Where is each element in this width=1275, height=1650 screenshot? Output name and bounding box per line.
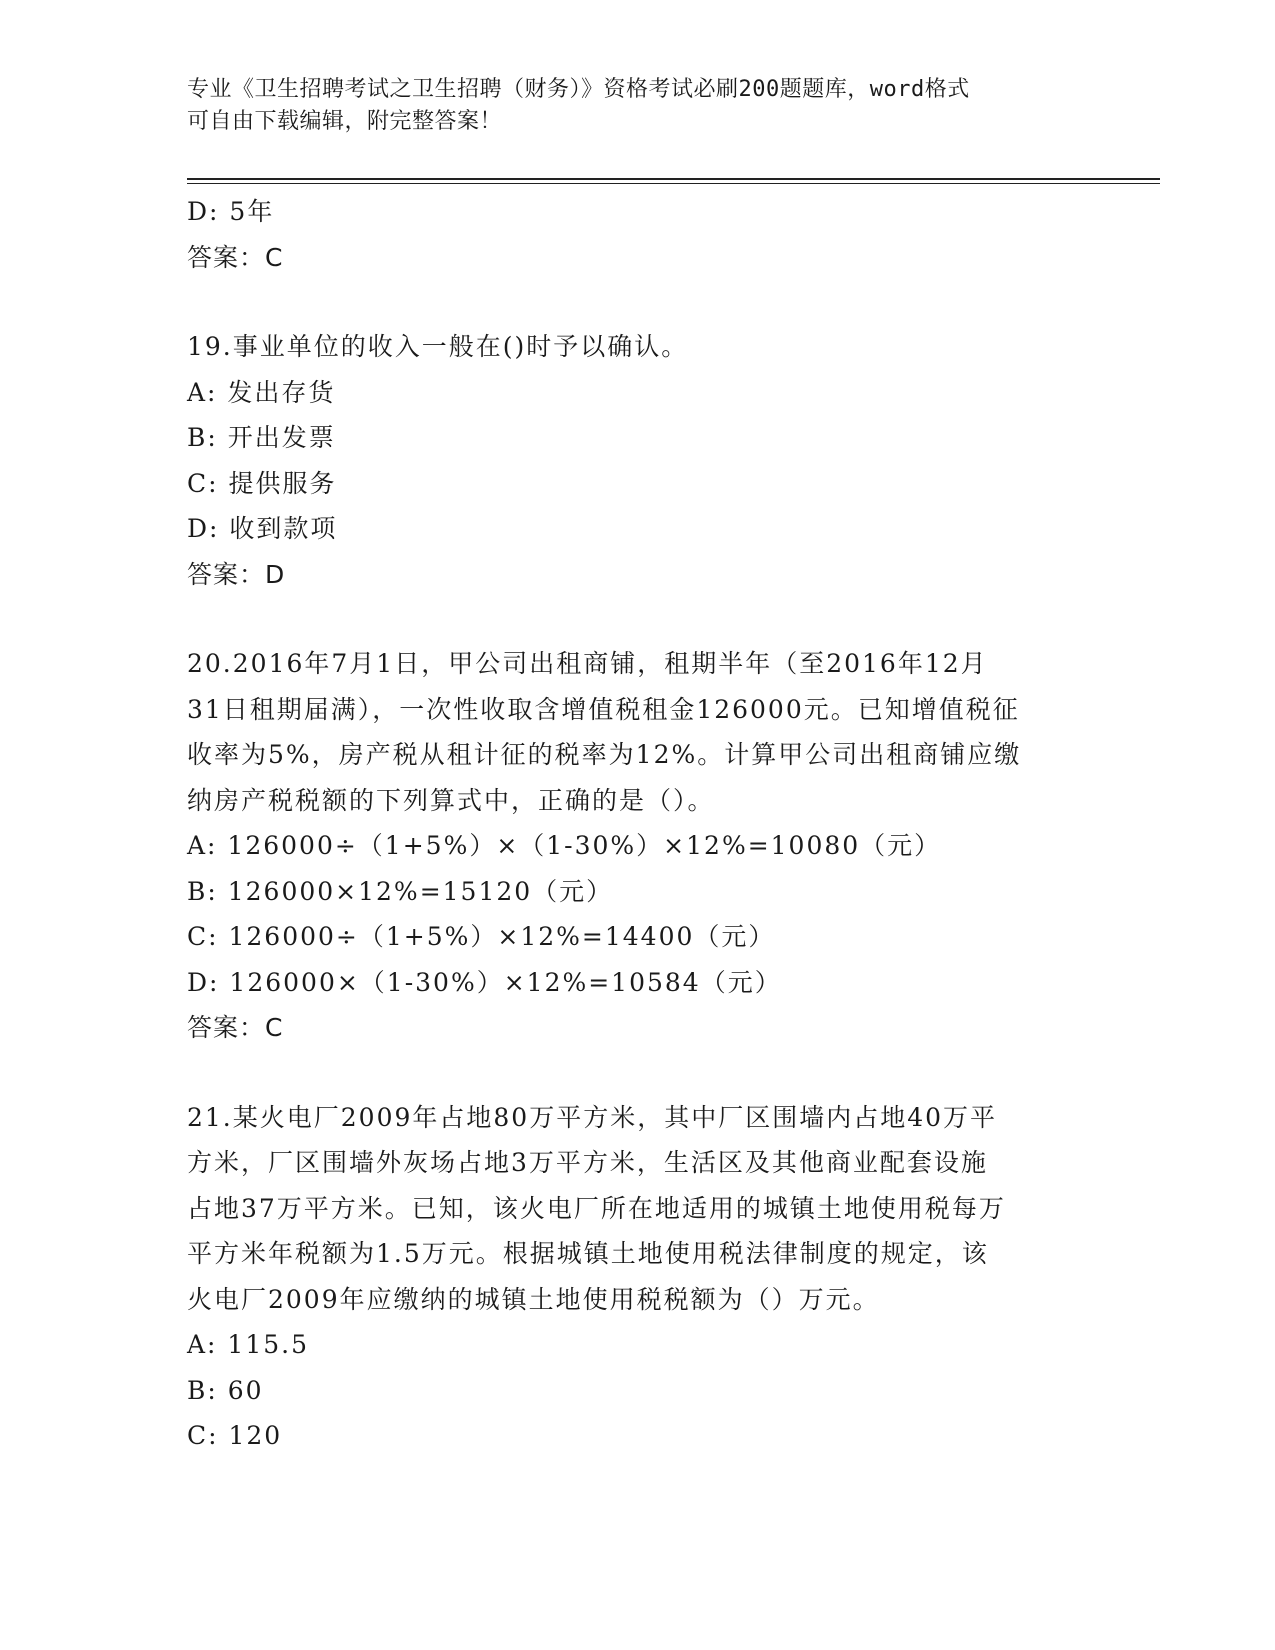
option-a: A: 115.5 xyxy=(187,1330,309,1359)
question-21 xyxy=(187,1095,1087,1459)
prev-option-d: D: 5年 xyxy=(187,197,275,226)
header-divider-thick xyxy=(187,178,1160,180)
question-stem: 19.事业单位的收入一般在()时予以确认。 xyxy=(187,332,689,361)
question-stem-line: 占地37万平方米。已知，该火电厂所在地适用的城镇土地使用税每万 xyxy=(187,1193,1006,1223)
question-stem-line: 方米，厂区围墙外灰场占地3万平方米，生活区及其他商业配套设施 xyxy=(187,1148,988,1177)
option-c: C: 提供服务 xyxy=(187,468,337,498)
option-b: B: 开出发票 xyxy=(187,423,336,452)
question-stem-line: 20.2016年7月1日，甲公司出租商铺，租期半年（至2016年12月 xyxy=(187,649,988,678)
answer: 答案：D xyxy=(187,559,286,589)
option-d: D: 126000×（1-30%）×12%=10584（元） xyxy=(187,967,782,997)
spacer xyxy=(187,280,1087,324)
document-header xyxy=(187,74,1087,138)
spacer xyxy=(187,1051,1087,1095)
option-b: B: 60 xyxy=(187,1375,264,1405)
option-d: D: 收到款项 xyxy=(187,514,338,543)
prev-answer: 答案：C xyxy=(187,242,284,272)
question-stem-line: 收率为5%，房产税从租计征的税率为12%。计算甲公司出租商铺应缴 xyxy=(187,740,1022,769)
answer: 答案：C xyxy=(187,1013,284,1042)
question-content xyxy=(187,189,1087,1459)
spacer xyxy=(187,597,1087,641)
header-divider-thin xyxy=(187,183,1160,184)
option-c: C: 120 xyxy=(187,1421,283,1450)
option-a: A: 126000÷（1+5%）×（1-30%）×12%=10080（元） xyxy=(187,831,942,860)
header-title-line-1: 专业《卫生招聘考试之卫生招聘（财务）》资格考试必刷200题题库，word格式 xyxy=(187,77,970,102)
option-a: A: 发出存货 xyxy=(187,377,336,407)
header-title-line-2: 可自由下载编辑，附完整答案！ xyxy=(187,109,503,134)
question-19 xyxy=(187,324,1087,597)
question-stem-line: 31日租期届满），一次性收取含增值税租金126000元。已知增值税征 xyxy=(187,694,1020,724)
option-c: C: 126000÷（1+5%）×12%=14400（元） xyxy=(187,922,776,951)
question-stem-line: 平方米年税额为1.5万元。根据城镇土地使用税法律制度的规定，该 xyxy=(187,1239,989,1268)
question-stem-line: 纳房产税税额的下列算式中，正确的是（）。 xyxy=(187,785,715,815)
question-stem-line: 21.某火电厂2009年占地80万平方米，其中厂区围墙内占地40万平 xyxy=(187,1102,998,1132)
question-stem-line: 火电厂2009年应缴纳的城镇土地使用税税额为（）万元。 xyxy=(187,1284,880,1314)
question-20 xyxy=(187,641,1087,1051)
option-b: B: 126000×12%=15120（元） xyxy=(187,876,614,906)
